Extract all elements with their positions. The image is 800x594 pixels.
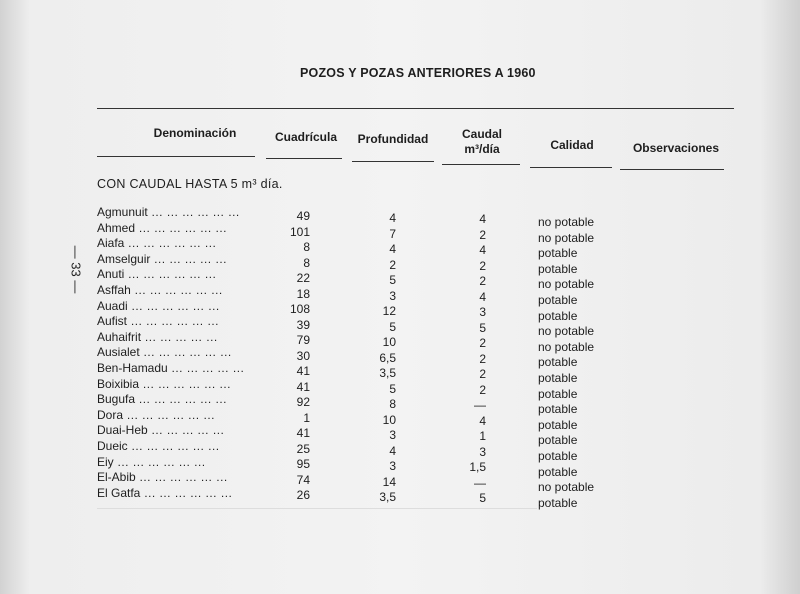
cell-calidad: potable	[538, 449, 578, 463]
cell-caudal: 5	[479, 491, 486, 505]
cell-cuadricula: 79	[296, 333, 310, 347]
cell-denominacion: El Gatfa … … … … … …	[97, 485, 233, 500]
cell-cuadricula: 30	[296, 348, 310, 363]
cell-calidad: no potable	[538, 230, 595, 245]
cell-calidad: no potable	[538, 324, 595, 339]
cell-denominacion: Dora … … … … … …	[97, 407, 216, 422]
cell-caudal: —	[474, 398, 486, 412]
cell-calidad: potable	[538, 261, 578, 276]
cell-caudal: 1	[479, 429, 486, 443]
cell-cuadricula: 74	[296, 472, 310, 487]
col-header-caudal	[442, 127, 522, 157]
cell-profundidad: 8	[389, 397, 396, 411]
header-rule-profundidad	[352, 161, 434, 162]
cell-profundidad: 6,5	[379, 350, 396, 365]
cell-cuadricula: 39	[296, 317, 310, 332]
cell-denominacion: Amselguir … … … … …	[97, 251, 228, 266]
cell-calidad: potable	[538, 355, 578, 370]
col-header-observaciones: Observaciones	[632, 141, 720, 155]
cell-calidad: no potable	[538, 277, 595, 292]
cell-cuadricula: 41	[296, 426, 310, 440]
header-rule-denominacion	[97, 156, 255, 157]
bottom-faint-rule	[97, 508, 537, 509]
cell-profundidad: 7	[389, 226, 396, 241]
cell-profundidad: 14	[382, 474, 396, 489]
cell-caudal: 2	[479, 336, 486, 350]
cell-caudal: —	[474, 475, 486, 490]
cell-profundidad: 2	[389, 257, 396, 272]
cell-cuadricula: 101	[289, 224, 310, 239]
cell-calidad: potable	[538, 246, 578, 261]
cell-profundidad: 3	[389, 288, 396, 303]
cell-cuadricula: 41	[296, 364, 310, 378]
cell-denominacion: Ahmed … … … … … …	[97, 220, 228, 235]
cell-denominacion: Aiafa … … … … … …	[97, 236, 217, 251]
cell-calidad: potable	[538, 308, 578, 323]
cell-denominacion: Ben-Hamadu … … … … …	[97, 361, 245, 375]
col-header-profundidad: Profundidad	[357, 132, 429, 146]
header-rule-cuadricula	[266, 158, 342, 159]
section-label: CON CAUDAL HASTA 5 m³ día.	[97, 177, 283, 191]
cell-denominacion: Eiy … … … … … …	[97, 454, 206, 469]
header-top-rule	[97, 108, 734, 109]
cell-profundidad: 12	[382, 304, 396, 318]
cell-cuadricula: 8	[303, 240, 310, 254]
cell-calidad: potable	[538, 371, 578, 385]
cell-cuadricula: 1	[303, 410, 310, 425]
cell-denominacion: Ausialet … … … … … …	[97, 345, 232, 360]
header-rule-caudal	[442, 164, 520, 165]
cell-denominacion: Anuti … … … … … …	[97, 267, 217, 282]
cell-denominacion: Aufist … … … … … …	[97, 314, 220, 329]
cell-denominacion: El-Abib … … … … … …	[97, 470, 228, 485]
cell-caudal: 4	[479, 289, 486, 304]
cell-denominacion: Dueic … … … … … …	[97, 439, 220, 453]
cell-caudal: 2	[479, 367, 486, 381]
cell-profundidad: 4	[389, 242, 396, 256]
cell-cuadricula: 95	[296, 457, 310, 471]
cell-cuadricula: 49	[296, 209, 310, 223]
cell-caudal: 3	[479, 305, 486, 319]
cell-profundidad: 3	[389, 428, 396, 442]
col-header-cuadricula: Cuadrícula	[274, 130, 337, 144]
header-rule-observaciones	[620, 169, 724, 170]
cell-calidad: no potable	[538, 480, 595, 495]
cell-cuadricula: 108	[289, 302, 310, 316]
cell-caudal: 2	[479, 274, 486, 288]
cell-calidad: potable	[538, 464, 578, 479]
cell-profundidad: 5	[389, 381, 396, 396]
cell-caudal: 5	[479, 320, 486, 335]
cell-profundidad: 5	[389, 319, 396, 334]
cell-calidad: no potable	[538, 339, 595, 354]
cell-denominacion: Duai-Heb … … … … …	[97, 423, 225, 438]
cell-caudal: 4	[479, 413, 486, 428]
cell-caudal: 2	[479, 351, 486, 366]
cell-cuadricula: 18	[296, 286, 310, 301]
cell-cuadricula: 26	[296, 488, 310, 502]
cell-calidad: potable	[538, 433, 578, 448]
cell-caudal: 2	[479, 258, 486, 273]
cell-calidad: potable	[538, 417, 578, 432]
cell-caudal: 2	[479, 227, 486, 242]
cell-profundidad: 5	[389, 273, 396, 287]
cell-profundidad: 4	[389, 211, 396, 225]
cell-caudal: 4	[479, 212, 486, 226]
cell-denominacion: Boixibia … … … … … …	[97, 376, 232, 391]
cell-denominacion: Bugufa … … … … … …	[97, 392, 228, 407]
cell-cuadricula: 22	[296, 271, 310, 285]
cell-denominacion: Auhaifrit … … … … …	[97, 329, 218, 344]
col-header-denominacion: Denominación	[153, 126, 237, 140]
header-rule-calidad	[530, 167, 612, 168]
cell-profundidad: 10	[382, 412, 396, 427]
col-header-calidad: Calidad	[550, 138, 594, 152]
cell-denominacion: Agmunuit … … … … … …	[97, 205, 240, 219]
cell-profundidad: 3,5	[379, 490, 396, 504]
cell-cuadricula: 92	[296, 395, 310, 409]
col-header-caudal-unit: m³/día	[464, 142, 500, 156]
cell-denominacion: Asffah … … … … … …	[97, 283, 223, 297]
cell-calidad: potable	[538, 402, 578, 417]
cell-caudal: 1,5	[469, 460, 486, 474]
cell-profundidad: 4	[389, 443, 396, 458]
cell-calidad: no potable	[538, 215, 595, 229]
cell-profundidad: 3,5	[379, 366, 396, 380]
cell-cuadricula: 41	[296, 379, 310, 394]
cell-profundidad: 10	[382, 335, 396, 349]
cell-cuadricula: 8	[303, 255, 310, 270]
cell-calidad: potable	[538, 495, 578, 510]
cell-calidad: potable	[538, 293, 578, 307]
page-title: POZOS Y POZAS ANTERIORES A 1960	[300, 66, 536, 80]
cell-cuadricula: 25	[296, 441, 310, 456]
cell-caudal: 4	[479, 243, 486, 257]
cell-caudal: 2	[479, 382, 486, 397]
col-header-caudal-line1: Caudal	[461, 127, 502, 141]
cell-caudal: 3	[479, 444, 486, 459]
cell-denominacion: Auadi … … … … … …	[97, 298, 220, 313]
cell-calidad: potable	[538, 386, 578, 401]
page-number: — 33 —	[68, 245, 84, 294]
cell-profundidad: 3	[389, 459, 396, 473]
